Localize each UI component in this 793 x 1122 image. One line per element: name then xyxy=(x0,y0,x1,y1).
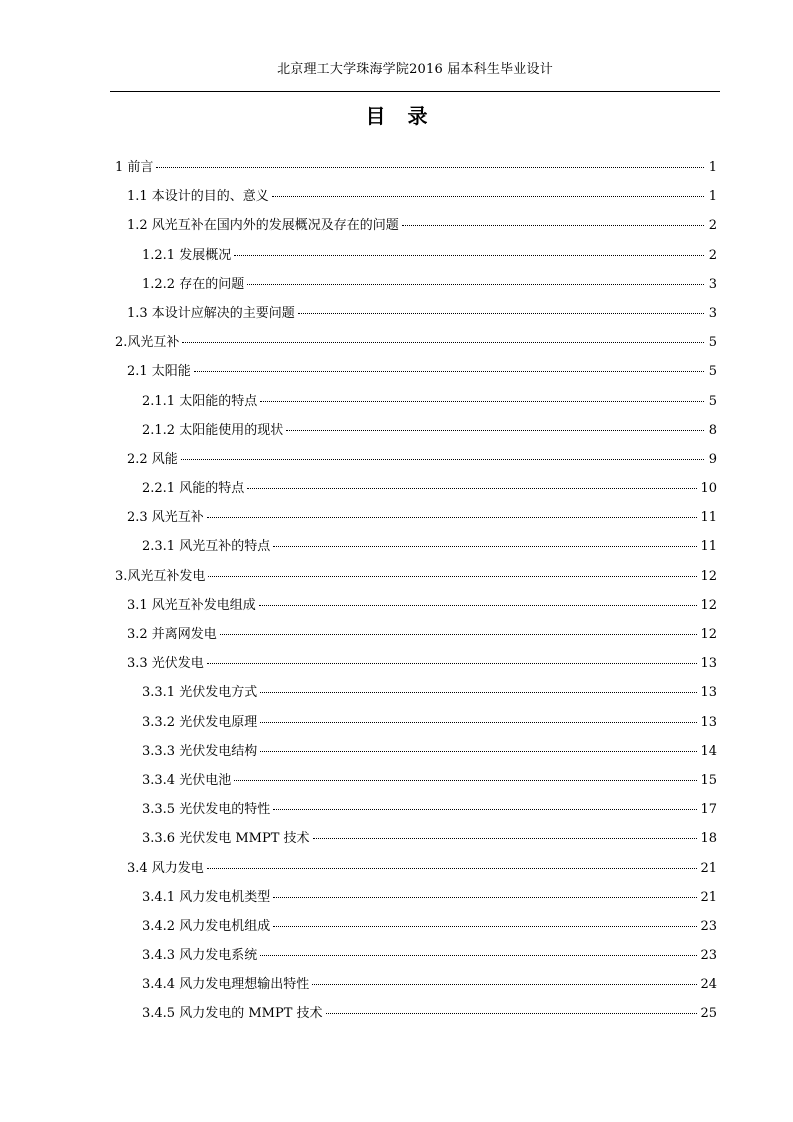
toc-entry-label: 3.3.4 光伏电池 xyxy=(142,772,232,788)
toc-entry-page-number: 17 xyxy=(700,802,717,818)
toc-entry-label: 2.1.1 太阳能的特点 xyxy=(142,393,258,409)
toc-entry-page-number: 9 xyxy=(708,451,717,467)
toc-entry-page-number: 12 xyxy=(700,597,717,613)
toc-entry-label: 3.3 光伏发电 xyxy=(127,656,204,672)
toc-entry[interactable] xyxy=(115,187,717,216)
toc-entry-label: 3.1 风光互补发电组成 xyxy=(127,597,256,613)
toc-entry-page-number: 2 xyxy=(708,218,717,234)
dot-leader xyxy=(260,722,697,723)
toc-entry-label: 2.2.1 风能的特点 xyxy=(142,481,245,497)
dot-leader xyxy=(273,546,697,547)
toc-entry-label: 2.2 风能 xyxy=(127,451,178,467)
toc-entry[interactable] xyxy=(115,537,717,566)
dot-leader xyxy=(326,1013,698,1014)
toc-entry[interactable] xyxy=(115,713,717,742)
dot-leader xyxy=(234,255,704,256)
toc-entry-label: 3.3.3 光伏发电结构 xyxy=(142,743,258,759)
toc-entry[interactable] xyxy=(115,1004,717,1033)
toc-entry-label: 2.3 风光互补 xyxy=(127,510,204,526)
toc-entry[interactable] xyxy=(115,450,717,479)
toc-entry-label: 2.1 太阳能 xyxy=(127,364,191,380)
toc-entry-label: 1.2.1 发展概况 xyxy=(142,247,232,263)
toc-entry-label: 3.风光互补发电 xyxy=(115,568,206,584)
toc-entry-label: 1.2 风光互补在国内外的发展概况及存在的问题 xyxy=(127,218,399,234)
dot-leader xyxy=(247,488,697,489)
dot-leader xyxy=(259,605,698,606)
toc-entry[interactable] xyxy=(115,596,717,625)
dot-leader xyxy=(286,430,704,431)
dot-leader xyxy=(208,576,697,577)
dot-leader xyxy=(194,371,704,372)
dot-leader xyxy=(207,663,698,664)
toc-entry[interactable] xyxy=(115,508,717,537)
toc-entry[interactable] xyxy=(115,917,717,946)
dot-leader xyxy=(260,692,697,693)
toc-entry-label: 3.4.4 风力发电理想输出特性 xyxy=(142,977,310,993)
toc-entry-page-number: 13 xyxy=(700,714,717,730)
toc-entry[interactable] xyxy=(115,859,717,888)
toc-entry-label: 1.3 本设计应解决的主要问题 xyxy=(127,305,295,321)
toc-entry-page-number: 2 xyxy=(708,247,717,263)
dot-leader xyxy=(156,167,704,168)
toc-entry[interactable] xyxy=(115,304,717,333)
toc-entry-page-number: 24 xyxy=(700,977,717,993)
toc-entry-page-number: 18 xyxy=(700,831,717,847)
toc-entry-label: 3.4 风力发电 xyxy=(127,860,204,876)
toc-title: 目录 xyxy=(365,104,450,128)
toc-entry[interactable] xyxy=(115,683,717,712)
toc-entry[interactable] xyxy=(115,479,717,508)
dot-leader xyxy=(273,926,697,927)
toc-entry-page-number: 13 xyxy=(700,685,717,701)
toc-entry[interactable] xyxy=(115,771,717,800)
toc-entry-page-number: 13 xyxy=(700,656,717,672)
toc-entry-page-number: 21 xyxy=(700,889,717,905)
dot-leader xyxy=(260,751,697,752)
toc-entry[interactable] xyxy=(115,975,717,1004)
toc-entry[interactable] xyxy=(115,392,717,421)
toc-entry-page-number: 14 xyxy=(700,743,717,759)
toc-entry-label: 3.4.5 风力发电的 MMPT 技术 xyxy=(142,1006,323,1022)
toc-entry-page-number: 10 xyxy=(700,481,717,497)
toc-entry-page-number: 1 xyxy=(708,189,717,205)
dot-leader xyxy=(207,868,698,869)
dot-leader xyxy=(312,984,697,985)
toc-entry-label: 3.4.1 风力发电机类型 xyxy=(142,889,271,905)
page-header: 北京理工大学珠海学院2016 届本科生毕业设计 xyxy=(277,62,553,77)
dot-leader xyxy=(260,401,704,402)
dot-leader xyxy=(182,342,704,343)
toc-entry[interactable] xyxy=(115,158,717,187)
toc-entry-label: 3.3.6 光伏发电 MMPT 技术 xyxy=(142,831,310,847)
toc-entry-page-number: 21 xyxy=(700,860,717,876)
dot-leader xyxy=(207,517,698,518)
toc-entry-page-number: 5 xyxy=(708,335,717,351)
toc-entry[interactable] xyxy=(115,333,717,362)
toc-entry-page-number: 25 xyxy=(700,1006,717,1022)
toc-entry-page-number: 11 xyxy=(700,539,717,555)
toc-entry[interactable] xyxy=(115,421,717,450)
toc-entry-label: 1.2.2 存在的问题 xyxy=(142,276,245,292)
dot-leader xyxy=(273,809,697,810)
toc-entry-page-number: 15 xyxy=(700,772,717,788)
toc-entry-label: 3.2 并离网发电 xyxy=(127,627,217,642)
toc-entry-label: 1.1 本设计的目的、意义 xyxy=(127,189,269,205)
dot-leader xyxy=(272,196,704,197)
toc-entry[interactable] xyxy=(115,829,717,858)
toc-entry-label: 2.1.2 太阳能使用的现状 xyxy=(142,422,284,438)
toc-entry-label: 2.3.1 风光互补的特点 xyxy=(142,539,271,555)
dot-leader xyxy=(313,838,698,839)
toc-entry-page-number: 8 xyxy=(708,422,717,438)
header-rule xyxy=(110,91,720,92)
dot-leader xyxy=(220,634,698,635)
dot-leader xyxy=(234,780,697,781)
toc-entry-label: 1 前言 xyxy=(115,160,154,175)
toc-entry[interactable] xyxy=(115,742,717,771)
toc-entry[interactable] xyxy=(115,800,717,829)
toc-entry-label: 3.3.1 光伏发电方式 xyxy=(142,685,258,701)
toc-entry[interactable] xyxy=(115,567,717,596)
toc-entry[interactable] xyxy=(115,946,717,975)
toc-entry-label: 2.风光互补 xyxy=(115,335,180,351)
toc-entry-page-number: 3 xyxy=(708,305,717,321)
dot-leader xyxy=(273,897,697,898)
toc-entry-label: 3.4.3 风力发电系统 xyxy=(142,948,258,964)
toc-entry[interactable] xyxy=(115,275,717,304)
toc-entry-page-number: 3 xyxy=(708,276,717,292)
toc-entry-page-number: 5 xyxy=(708,393,717,409)
dot-leader xyxy=(181,459,704,460)
toc-entry[interactable] xyxy=(115,654,717,683)
dot-leader xyxy=(260,955,697,956)
table-of-contents xyxy=(115,158,717,1034)
dot-leader xyxy=(247,284,704,285)
toc-entry[interactable] xyxy=(115,625,717,654)
toc-entry-page-number: 11 xyxy=(700,510,717,526)
toc-entry-page-number: 12 xyxy=(700,568,717,584)
toc-entry-page-number: 5 xyxy=(708,364,717,380)
toc-entry-label: 3.4.2 风力发电机组成 xyxy=(142,918,271,934)
toc-entry-label: 3.3.5 光伏发电的特性 xyxy=(142,802,271,818)
dot-leader xyxy=(298,313,704,314)
toc-entry-page-number: 1 xyxy=(708,160,717,175)
toc-entry-page-number: 23 xyxy=(700,948,717,964)
toc-entry-label: 3.3.2 光伏发电原理 xyxy=(142,714,258,730)
toc-entry[interactable] xyxy=(115,888,717,917)
dot-leader xyxy=(402,225,704,226)
toc-entry[interactable] xyxy=(115,362,717,391)
toc-entry[interactable] xyxy=(115,246,717,275)
toc-entry-page-number: 23 xyxy=(700,918,717,934)
toc-entry-page-number: 12 xyxy=(700,627,717,642)
toc-entry[interactable] xyxy=(115,216,717,245)
